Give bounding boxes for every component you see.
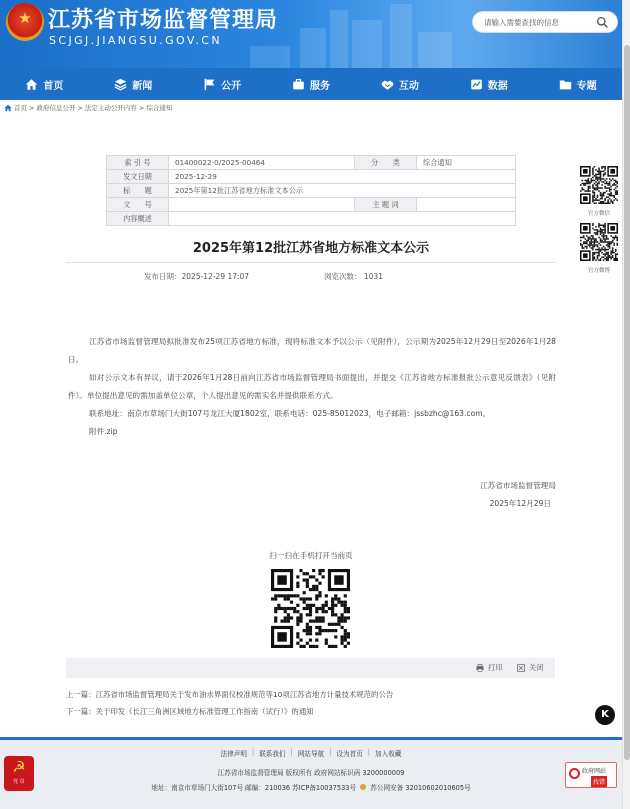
close-label: 关闭 [529, 663, 544, 672]
subject-value [417, 198, 516, 212]
breadcrumb-separator: > [138, 103, 145, 112]
page-qr-code [271, 569, 350, 648]
attachment-link[interactable]: 附件.zip [89, 427, 118, 436]
layers-icon [114, 78, 127, 91]
document-body [68, 333, 556, 441]
nav-label: 公开 [221, 80, 242, 92]
home-icon [25, 78, 38, 91]
accessibility-float-button[interactable]: K [595, 705, 615, 725]
nav-item-data[interactable] [444, 68, 533, 100]
building-decoration [330, 10, 348, 68]
gov-site-error-badge[interactable] [565, 762, 617, 788]
date-value: 2025-12-29 [169, 170, 516, 184]
next-article-link[interactable]: 关于印发《长江三角洲区域地方标准管理工作指南（试行）》的通知 [95, 707, 314, 716]
national-emblem-icon: ★ [6, 3, 44, 41]
breadcrumb-separator: > [77, 103, 83, 112]
print-label: 打印 [488, 663, 503, 672]
weibo-caption: 官方微博 [587, 268, 610, 274]
index-label: 索 引 号 [107, 156, 169, 170]
table-row [107, 198, 516, 212]
building-decoration [352, 20, 382, 68]
breadcrumb [4, 103, 172, 112]
body-paragraph: 江苏省市场监督管理局拟批准发布25项江苏省地方标准，现将标准文本予以公示（见附件），公示期为2025年12月29日至2026年1月28日。 [68, 337, 556, 364]
close-icon [517, 664, 525, 672]
docno-value [169, 198, 355, 212]
party-emblem-icon: ☭ [12, 758, 26, 776]
nav-label: 新闻 [132, 80, 153, 92]
docno-label: 文 号 [107, 198, 169, 212]
building-decoration [418, 32, 452, 68]
table-row [107, 170, 516, 184]
signature-date: 2025年12月29日 [489, 499, 551, 508]
nav-item-interact[interactable] [355, 68, 444, 100]
nav-label: 专题 [576, 80, 597, 92]
publish-date: 发布日期：2025-12-29 17:07 [144, 272, 250, 281]
search-box [472, 11, 618, 33]
chart-icon [470, 78, 483, 91]
folder-icon [559, 78, 572, 91]
table-row [107, 156, 516, 170]
weibo-qr-code[interactable] [580, 223, 618, 261]
handshake-icon [381, 78, 394, 91]
flag-icon [203, 78, 216, 91]
breadcrumb-link-gov-info[interactable]: 政府信息公开 [36, 104, 76, 112]
index-value: 01400022-0/2025-00464 [169, 156, 355, 170]
table-row [107, 184, 516, 198]
document-meta-table [106, 155, 516, 226]
view-count: 浏览次数： 1031 [324, 272, 383, 281]
site-domain: SCJGJ.JIANGSU.GOV.CN [49, 34, 222, 47]
search-input[interactable] [484, 15, 594, 29]
nav-label: 互动 [398, 80, 419, 92]
gov-badge-icon [569, 768, 580, 779]
main-nav [0, 68, 622, 100]
gov-badge-title: 政府网站 [582, 768, 607, 775]
footer-separator: | [290, 748, 293, 756]
footer-link-contact[interactable]: 联系我们 [259, 750, 286, 758]
search-icon[interactable] [596, 16, 609, 29]
nav-item-public[interactable] [178, 68, 267, 100]
breadcrumb-separator: > [29, 103, 35, 112]
site-footer [0, 737, 622, 809]
document-toolbar [66, 658, 555, 678]
footer-address-text: 地址：南京市草场门大街107号 邮编：210036 苏ICP备10037533号 [151, 784, 357, 792]
footer-address [0, 782, 622, 792]
footer-copyright: 江苏省市场监督管理局 版权所有 政府网站标识码 3200000009 [217, 769, 405, 777]
nav-item-topic[interactable] [533, 68, 622, 100]
footer-police-record[interactable]: 苏公网安备 32010602010605号 [370, 784, 471, 792]
nav-label: 服务 [310, 80, 330, 92]
breadcrumb-link-home[interactable]: 首页 [14, 104, 27, 112]
signature-org: 江苏省市场监督管理局 [480, 481, 556, 490]
footer-link-legal[interactable]: 法律声明 [220, 750, 247, 758]
site-title[interactable]: 江苏省市场监督管理局 [48, 8, 279, 33]
gov-badge-action: 找错 [591, 776, 607, 787]
site-header [0, 0, 622, 68]
subject-label: 主 题 词 [355, 198, 417, 212]
title-value: 2025年第12批江苏省地方标准文本公示 [169, 184, 516, 198]
page-scrollbar[interactable] [622, 0, 630, 809]
document-info-bar [66, 262, 556, 284]
police-badge-icon [360, 784, 366, 790]
breadcrumb-link-statutory[interactable]: 法定主动公开内容 [84, 104, 137, 112]
nav-item-home[interactable] [0, 68, 89, 100]
prev-label: 上一篇： [66, 690, 96, 699]
wechat-caption: 官方微信 [587, 211, 610, 217]
footer-links [0, 748, 622, 758]
building-decoration [300, 28, 326, 68]
nav-label: 首页 [43, 80, 64, 92]
date-label: 发文日期 [107, 170, 169, 184]
wechat-qr-code[interactable] [580, 166, 618, 204]
scrollbar-thumb[interactable] [624, 45, 630, 760]
summary-label: 内容概述 [107, 212, 169, 226]
footer-link-sitemap[interactable]: 网站导航 [297, 750, 325, 758]
footer-separator: | [251, 748, 255, 756]
nav-item-news[interactable] [89, 68, 178, 100]
breadcrumb-link-notice[interactable]: 综合通知 [146, 104, 173, 112]
footer-link-favorite[interactable]: 加入收藏 [375, 750, 402, 758]
home-icon [4, 104, 12, 112]
next-article [66, 706, 314, 717]
building-decoration [250, 46, 290, 68]
category-label: 分 类 [355, 156, 417, 170]
title-label: 标 题 [107, 184, 169, 198]
next-label: 下一篇： [66, 707, 96, 716]
nav-item-service[interactable] [267, 68, 356, 100]
body-paragraph: 联系地址：南京市草场门大街107号龙江大厦1802室，联系电话：025-85012023，电子邮箱：jssbzhc@163.com。 [89, 409, 491, 418]
category-value: 综合通知 [417, 156, 516, 170]
print-button[interactable] [476, 663, 502, 673]
document-title: 2025年第12批江苏省地方标准文本公示 [192, 241, 430, 256]
scan-instruction: 扫一扫在手机打开当前页 [269, 551, 353, 560]
print-icon [476, 664, 484, 672]
building-decoration [390, 4, 412, 68]
body-paragraph: 如对公示文本有异议，请于2026年1月28日前向江苏省市场监督管理局书面提出，并提交《江苏省地方标准报批公示意见反馈表》（见附件）。单位提出意见的需加盖单位公章，个人提出意见的需实名并提供联系方式。 [68, 373, 556, 400]
nav-label: 数据 [487, 80, 508, 92]
prev-article-link[interactable]: 江苏省市场监督管理局关于发布油水界面仪校准规范等10项江苏省地方计量技术规范的公告 [95, 690, 394, 699]
party-logo-caption: 党 员 [13, 779, 25, 785]
prev-article [66, 689, 393, 700]
footer-separator: | [367, 748, 371, 756]
close-button[interactable] [517, 663, 543, 673]
footer-separator: | [329, 748, 332, 756]
table-row [107, 212, 516, 226]
summary-value [169, 212, 516, 226]
briefcase-icon [292, 78, 305, 91]
footer-link-homepage[interactable]: 设为首页 [336, 750, 363, 758]
